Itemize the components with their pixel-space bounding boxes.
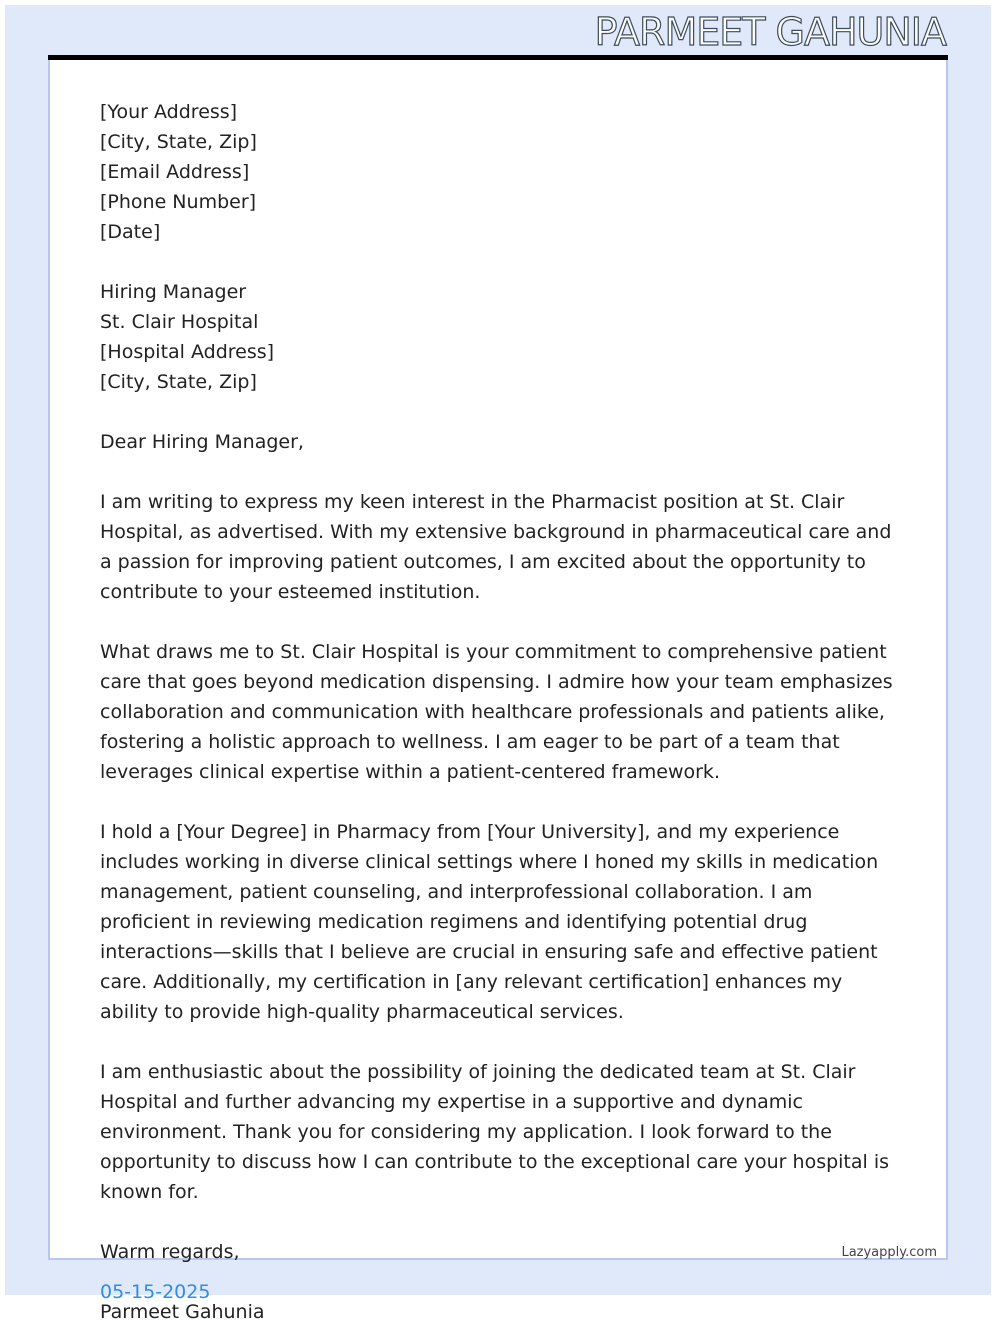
sender-email: [Email Address] (100, 161, 250, 183)
footer-date: 05-15-2025 (100, 1281, 211, 1303)
spacer (100, 1207, 900, 1237)
body-paragraph: What draws me to St. Clair Hospital is your commitment to comprehensive patient care that goes beyond medication dispensing. I admire how your team emphasizes collaboration and communication with healthcare professionals and patients alike, fostering a holistic approach to wellness. I am eager to be part of a team that leverages clinical expertise within a patient-centered framework. (100, 641, 893, 783)
closing: Warm regards, (100, 1241, 240, 1263)
recipient-organization: St. Clair Hospital (100, 311, 259, 333)
spacer (100, 1267, 900, 1297)
body-paragraph: I hold a [Your Degree] in Pharmacy from [Your University], and my experience includes working in diverse clinical settings where I honed my skills in medication management, patient counseling, and interprofessional collaboration. I am proficient in reviewing medication regimens and identifying potential drug interactions—skills that I believe are crucial in ensuring safe and effective patient care. Additionally, my certification in [any relevant certification] enhances my ability to provide high-quality pharmaceutical services. (100, 821, 879, 1023)
spacer (100, 607, 900, 637)
spacer (100, 787, 900, 817)
recipient-block (100, 277, 900, 397)
spacer (100, 1027, 900, 1057)
spacer (100, 457, 900, 487)
sender-date: [Date] (100, 221, 161, 243)
sender-city-state-zip: [City, State, Zip] (100, 131, 257, 153)
signature: Parmeet Gahunia (100, 1301, 265, 1323)
body-paragraph: I am enthusiastic about the possibility of joining the dedicated team at St. Clair Hospital and further advancing my expertise in a supportive and dynamic environment. Thank you for considering my application. I look forward to the opportunity to discuss how I can contribute to the exceptional care your hospital is known for. (100, 1061, 890, 1203)
salutation: Dear Hiring Manager, (100, 431, 304, 453)
sender-address: [Your Address] (100, 101, 238, 123)
body-paragraph: I am writing to express my keen interest in the Pharmacist position at St. Clair Hospital, as advertised. With my extensive background in pharmaceutical care and a passion for improving patient outcomes, I am excited about the opportunity to contribute to your esteemed institution. (100, 491, 892, 603)
sender-phone: [Phone Number] (100, 191, 257, 213)
watermark: Lazyapply.com (841, 1245, 937, 1260)
recipient-title: Hiring Manager (100, 281, 247, 303)
recipient-address: [Hospital Address] (100, 341, 275, 363)
letter-content (100, 97, 900, 1327)
recipient-city-state-zip: [City, State, Zip] (100, 371, 257, 393)
sender-block (100, 97, 900, 247)
spacer (100, 397, 900, 427)
header-name: PARMEET GAHUNIA (594, 10, 946, 54)
spacer (100, 247, 900, 277)
